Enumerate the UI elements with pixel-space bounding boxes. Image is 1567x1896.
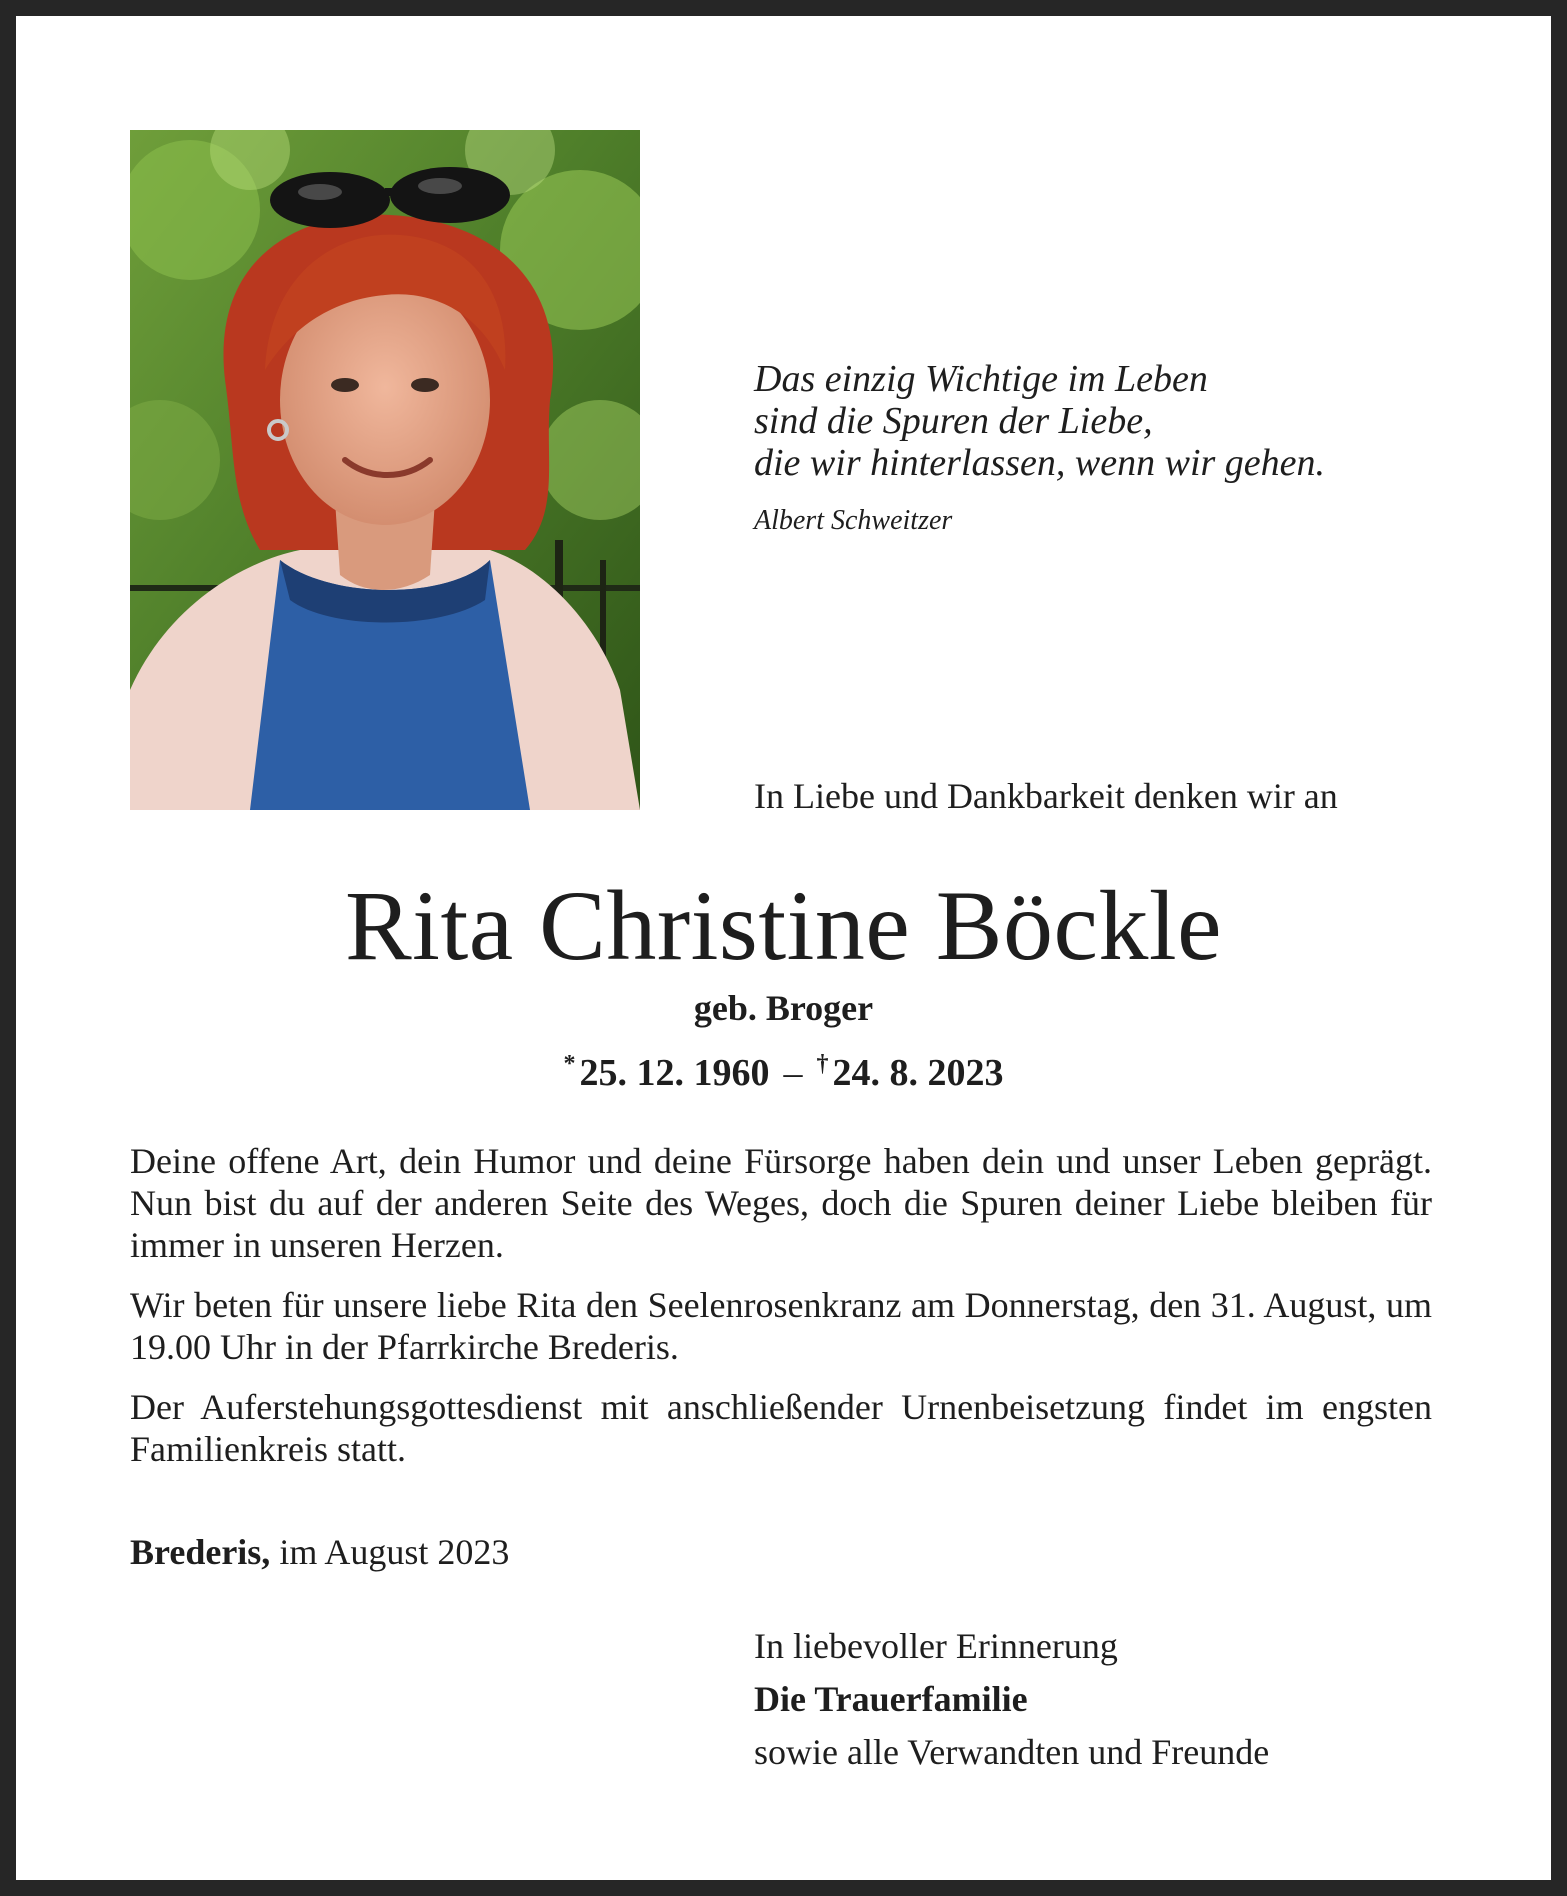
obituary-body (130, 1140, 1432, 1488)
portrait-photo (130, 130, 640, 810)
place-date (130, 1530, 509, 1574)
date-line: im August 2023 (279, 1532, 510, 1572)
body-paragraph: Wir beten für unsere liebe Rita den Seelenrosenkranz am Donnerstag, den 31. August, um 19.00 Uhr in der Pfarrkirche Brederis. (130, 1285, 1432, 1367)
birth-symbol: * (563, 1051, 576, 1077)
quote-line: Das einzig Wichtige im Leben (754, 358, 1208, 400)
family-name: Die Trauerfamilie (754, 1679, 1028, 1719)
obituary-card (16, 16, 1551, 1880)
quote-author: Albert Schweitzer (754, 505, 953, 536)
quote (754, 358, 1325, 484)
portrait-image (130, 130, 640, 810)
death-date: 24. 8. 2023 (832, 1052, 1004, 1094)
quote-line: sind die Spuren der Liebe, (754, 400, 1153, 442)
birth-date: 25. 12. 1960 (579, 1052, 770, 1094)
life-dates (16, 1050, 1551, 1096)
quote-line: die wir hinterlassen, wenn wir gehen. (754, 442, 1326, 484)
body-paragraph: Deine offene Art, dein Humor und deine Fürsorge haben dein und unser Leben geprägt. Nun bist du auf der anderen Seite des Weges, doch die Spuren deiner Liebe bleiben für immer in unseren Herzen. (130, 1141, 1432, 1265)
maiden-name: geb. Broger (693, 988, 874, 1028)
signature-line: sowie alle Verwandten und Freunde (754, 1732, 1270, 1772)
signature-block (754, 1620, 1269, 1779)
deceased-name: Rita Christine Böckle (344, 870, 1223, 981)
date-dash: – (783, 1052, 803, 1094)
intro-text: In Liebe und Dankbarkeit denken wir an (754, 776, 1338, 816)
death-symbol: † (816, 1051, 829, 1077)
body-paragraph: Der Auferstehungsgottesdienst mit anschließender Urnenbeisetzung findet im engsten Familienkreis statt. (130, 1387, 1432, 1469)
signature-line: In liebevoller Erinnerung (754, 1626, 1118, 1666)
place: Brederis, (130, 1532, 271, 1572)
